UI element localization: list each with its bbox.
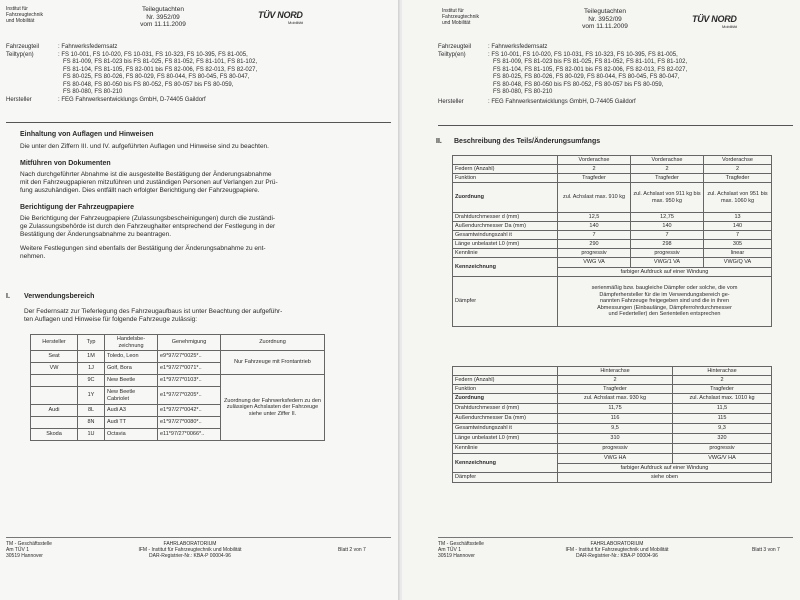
front-axle-table: Vorderachse Vorderachse Vorderachse Federn (Anzahl) 2 2 2 Funktion Tragfeder Tragfeder Tragfeder Zuordnung zul. Achslast max. 910 kg zul. Achslast von 911 kg bis max. 950 kg zul. Achslast von 951 bis max. 1060 kg Drahtdurchmesser d (mm) 12,5 12,75 13 Außendurchmesser Da (mm) 140 140 140 Gesamtwindungszahl it 7 7 7 Länge unbelastet L0 (mm) 290 298 305 Kennlinie progressiv progressiv linear Kennzeichnung VWG VA VWG/1 VA VWG/Q VA farbiger Aufdruck auf einer Windung Dämpfer serienmäßig bzw. baugleiche Dämpfer oder solche, die vom Dämpferhersteller für die im Verwendungsbereich ge- nannten Fahrzeuge freigegeben sind und die in ihren Abmessungen (Einbaulänge, Dämpferrohrdurchmesser und Federteller) den Serienteilen entsprechen — [452, 155, 772, 327]
instructions-block: Einhaltung von Auflagen und Hinweisen Die unter den Ziffern III. und IV. aufgeführten Auflagen und Hinweise sind zu beachten. Mitführen von Dokumenten Nach durchgeführter Abnahme ist die ausgestellte Bestätigung der Änderungsabnahme mit den Fahrzeugpapieren mitzuführen und zuständigen Personen auf Verlangen zur Prü- fung auszuhändigen. Dies entfällt nach erfolgter Berichtigung der Fahrzeugpapiere. Berichtigung der Fahrzeugpapiere Die Berichtigung der Fahrzeugpapiere (Zulassungsbescheinigungen) durch die zuständi- ge Zulassungsbehörde ist durch den Fahrzeughalter entsprechend der Festlegung in der Bestätigung der Änderungsabnahme zu beantragen. Weitere Festlegungen sind ebenfalls der Bestätigung der Änderungsabnahme zu ent- nehmen. — [20, 130, 380, 261]
section-number: II. — [436, 138, 442, 145]
part-info: Fahrzeugteil : Fahrwerksfedernsatz Teiltyp(en) : FS 10-001, FS 10-020, FS 10-031, FS 10-323, FS 10-395, FS 81-005, FS 81-009, FS 81-023 bis FS 81-025, FS 81-052, FS 81-101, FS 81-102, FS 81-104, FS 81-105, FS 82-001 bis FS 82-006, FS 82-013, FS 82-027, FS 80-025, FS 80-026, FS 80-029, FS 80-044, FS 80-045, FS 80-047, FS 80-048, FS 80-050 bis FS 80-052, FS 80-057 bis FS 80-059, FS 80-080, FS 80-210 Hersteller : FEG Fahrwerksentwicklungs GmbH, D-74405 Gaildorf — [438, 44, 688, 105]
report-heading: Teilegutachten Nr. 3952/09 vom 11.11.2009 — [140, 6, 186, 28]
footer-office: TM - Geschäftsstelle Am TÜV 1 30519 Hannover — [6, 541, 52, 559]
section-title: Beschreibung des Teils/Änderungsumfangs — [454, 138, 601, 145]
institute-name: Institut für Fahrzeugtechnik und Mobilität — [442, 8, 479, 26]
verwendung-title: Verwendungsbereich — [24, 293, 95, 300]
footer-lab: FAHRLABORATORIUM IFM - Institut für Fahrzeugtechnik und Mobilität DAR-Registrier-Nr.: KBA-P 00004-96 — [138, 541, 242, 559]
vehicle-table: Hersteller Typ Handelsbe-zeichnung Genehmigung Zuordnung Seat 1M Toledo, Leon e9*97/27*0025*.. Nur Fahrzeuge mit Frontantrieb VW 1J Golf, Bora e1*97/27*0071*.. 9C New Beetle e1*97/27*0103*.. Zuordnung der Fahrwerksfedern zu den zulässigen Achslasten der Fahrzeuge siehe unter Ziffer II. 1Y New Beetle Cabriolet e1*97/27*0205*.. Audi 8L Audi A3 e1*97/27*0042*.. 8N Audi TT e1*97/27*0080*.. Skoda 1U Octavia e11*97/27*0066*.. — [30, 334, 325, 441]
verwendung-text: Der Federnsatz zur Tieferlegung des Fahrzeugaufbaus ist unter Beachtung der aufgeführ- ten Auflagen und Hinweise für folgende Fahrzeuge zulässig: — [24, 308, 283, 323]
report-heading: Teilegutachten Nr. 3952/09 vom 11.11.2009 — [582, 8, 628, 30]
footer-lab: FAHRLABORATORIUM IFM - Institut für Fahrzeugtechnik und Mobilität DAR-Registrier-Nr.: KBA-P 00004-96 — [565, 541, 669, 559]
einhaltung-title: Einhaltung von Auflagen und Hinweisen — [20, 131, 154, 138]
institute-name: Institut für Fahrzeugtechnik und Mobilität — [6, 6, 43, 24]
footer-office: TM - Geschäftsstelle Am TÜV 1 30519 Hannover — [438, 541, 484, 559]
tuv-logo: TÜV NORD Mobilität — [692, 14, 737, 29]
right-page — [402, 0, 800, 600]
tuv-logo: TÜV NORD Mobilität — [258, 10, 303, 25]
mitfuehren-title: Mitführen von Dokumenten — [20, 160, 111, 167]
berichtigung-title: Berichtigung der Fahrzeugpapiere — [20, 204, 134, 211]
section-number: I. — [6, 293, 10, 300]
page-number: Blatt 2 von 7 — [338, 547, 366, 553]
part-info: Fahrzeugteil : Fahrwerksfedernsatz Teiltyp(en) : FS 10-001, FS 10-020, FS 10-031, FS 10-323, FS 10-395, FS 81-005, FS 81-009, FS 81-023 bis FS 81-025, FS 81-052, FS 81-101, FS 81-102, FS 81-104, FS 81-105, FS 82-001 bis FS 82-006, FS 82-013, FS 82-027, FS 80-025, FS 80-026, FS 80-029, FS 80-044, FS 80-045, FS 80-047, FS 80-048, FS 80-050 bis FS 80-052, FS 80-057 bis FS 80-059, FS 80-080, FS 80-210 Hersteller : FEG Fahrwerksentwicklungs GmbH, D-74405 Gaildorf — [6, 44, 258, 103]
rear-axle-table: Hinterachse Hinterachse Federn (Anzahl) 2 2 Funktion Tragfeder Tragfeder Zuordnung zul. Achslast max. 930 kg zul. Achslast max. 1010 kg Drahtdurchmesser d (mm) 11,75 11,5 Außendurchmesser Da (mm) 116 115 Gesamtwindungszahl it 9,5 9,3 Länge unbelastet L0 (mm) 310 320 Kennlinie progressiv progressiv Kennzeichnung VWG HA VWG/V HA farbiger Aufdruck auf einer Windung Dämpfer siehe oben — [452, 366, 772, 483]
page-number: Blatt 3 von 7 — [752, 547, 780, 553]
